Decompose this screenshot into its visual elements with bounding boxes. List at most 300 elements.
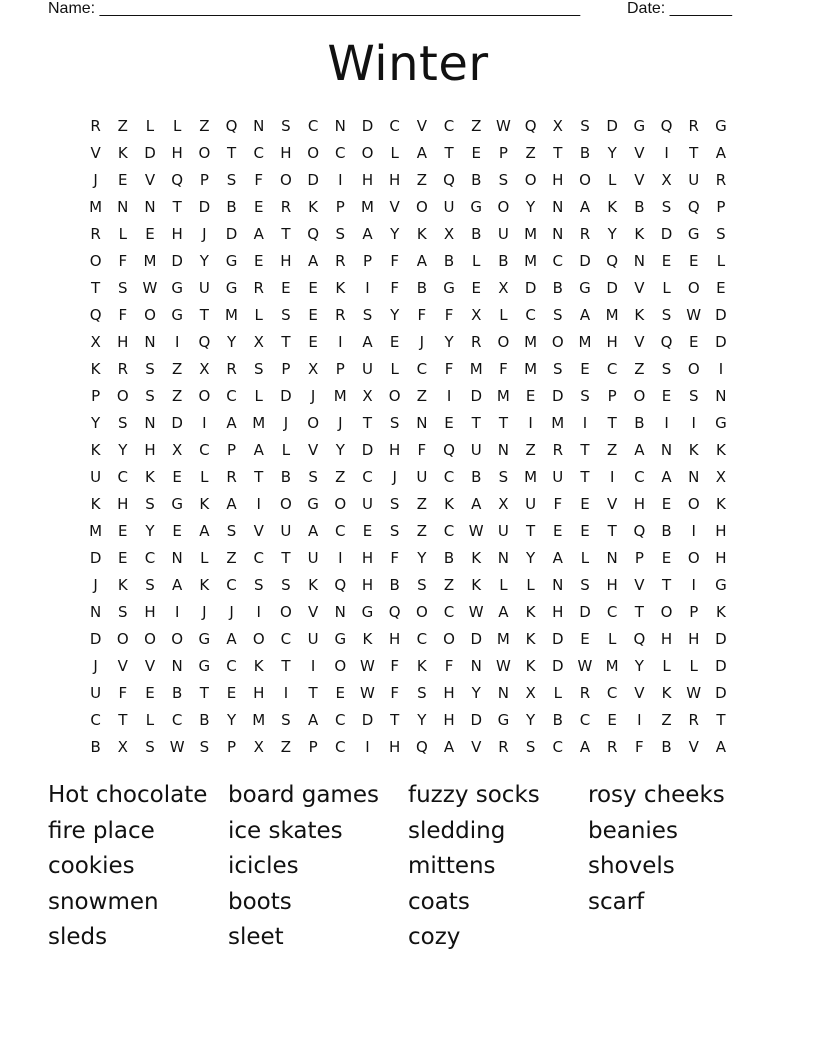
grid-letter: R (335, 306, 346, 324)
grid-letter: R (715, 171, 727, 189)
grid-letter: Y (471, 684, 481, 702)
grid-letter: P (335, 360, 345, 378)
grid-letter: F (417, 306, 427, 324)
grid-letter: M (252, 711, 266, 729)
grid-letter: Z (607, 441, 618, 459)
grid-letter: G (633, 117, 646, 135)
grid-letter: U (497, 522, 509, 540)
grid-letter: R (335, 252, 346, 270)
grid-letter: T (199, 306, 209, 324)
grid-letter: C (552, 738, 564, 756)
grid-letter: D (579, 603, 591, 621)
grid-letter: O (415, 198, 428, 216)
grid-letter: V (144, 171, 156, 189)
grid-letter: P (607, 387, 617, 405)
grid-letter: C (525, 306, 536, 324)
grid-letter: U (307, 549, 319, 567)
grid-letter: X (117, 738, 128, 756)
grid-letter: F (390, 549, 399, 567)
grid-row (82, 734, 735, 761)
word-list-item: mittens (408, 853, 496, 880)
grid-letter: T (580, 468, 590, 486)
grid-letter: L (689, 657, 698, 675)
grid-letter: Q (633, 522, 646, 540)
word-list-item: sleds (48, 924, 108, 951)
grid-letter: W (686, 684, 702, 702)
grid-letter: V (634, 333, 645, 351)
grid-row (82, 302, 735, 329)
grid-letter: P (498, 144, 508, 162)
grid-letter: H (633, 495, 645, 513)
grid-letter: L (580, 549, 590, 567)
grid-row (82, 410, 735, 437)
grid-letter: O (361, 144, 374, 162)
grid-letter: B (443, 252, 455, 270)
grid-letter: T (444, 144, 454, 162)
grid-letter: H (389, 738, 401, 756)
grid-row (82, 167, 735, 194)
grid-letter: O (307, 144, 319, 162)
grid-letter: Z (416, 522, 427, 540)
grid-letter: E (661, 549, 672, 567)
grid-letter: H (443, 711, 455, 729)
grid-letter: D (171, 414, 183, 432)
grid-letter: R (606, 738, 618, 756)
grid-letter: I (202, 414, 207, 432)
word-list-item: icicles (228, 853, 299, 880)
word-list-item: shovels (588, 853, 675, 880)
grid-letter: B (389, 576, 400, 594)
grid-letter: U (90, 684, 102, 702)
grid-row (82, 194, 735, 221)
grid-letter: G (225, 279, 238, 297)
grid-letter: B (90, 738, 101, 756)
word-list-item: snowmen (48, 888, 159, 915)
grid-letter: A (661, 468, 672, 486)
grid-letter: E (444, 414, 454, 432)
grid-letter: Z (525, 144, 536, 162)
grid-letter: F (444, 360, 454, 378)
grid-letter: E (661, 495, 672, 513)
word-list-item: board games (228, 782, 379, 808)
grid-letter: O (579, 171, 591, 189)
grid-letter: K (444, 495, 454, 513)
grid-letter: V (634, 684, 645, 702)
grid-letter: N (171, 549, 183, 567)
grid-letter: S (498, 171, 509, 189)
grid-letter: G (715, 576, 727, 594)
grid-letter: I (365, 279, 370, 297)
grid-letter: R (253, 279, 264, 297)
grid-letter: C (443, 603, 455, 621)
grid-letter: P (227, 441, 237, 459)
grid-letter: Z (443, 576, 455, 594)
grid-row (82, 221, 735, 248)
grid-letter: I (691, 414, 696, 432)
grid-letter: D (144, 144, 156, 162)
grid-letter: T (526, 522, 536, 540)
grid-row (82, 275, 735, 302)
grid-letter: I (283, 684, 289, 702)
grid-letter: L (499, 306, 508, 324)
grid-letter: O (660, 603, 673, 621)
grid-letter: I (664, 144, 669, 162)
grid-letter: L (145, 711, 155, 729)
grid-letter: C (307, 117, 319, 135)
grid-letter: S (253, 360, 264, 378)
page-title: Winter (327, 36, 489, 92)
date-field-label: Date: _______ (627, 0, 732, 17)
grid-letter: C (416, 360, 428, 378)
grid-letter: F (254, 171, 264, 189)
grid-letter: S (145, 387, 155, 405)
grid-letter: D (470, 387, 482, 405)
word-list-item: fuzzy socks (408, 782, 540, 808)
grid-letter: S (226, 171, 237, 189)
grid-letter: Y (226, 711, 237, 729)
grid-letter: C (389, 117, 400, 135)
grid-letter: J (392, 468, 397, 486)
grid-letter: B (552, 711, 563, 729)
grid-letter: S (498, 468, 509, 486)
word-list-item: cookies (48, 853, 135, 880)
grid-letter: B (226, 198, 237, 216)
grid-letter: T (362, 414, 373, 432)
grid-letter: B (661, 522, 672, 540)
grid-letter: I (365, 738, 370, 756)
grid-letter: C (144, 549, 156, 567)
grid-letter: B (552, 279, 563, 297)
grid-letter: N (497, 684, 510, 702)
grid-letter: E (308, 333, 318, 351)
grid-letter: R (579, 684, 591, 702)
grid-letter: T (172, 198, 182, 216)
grid-letter: W (360, 657, 375, 675)
grid-letter: I (691, 576, 696, 594)
grid-letter: F (444, 657, 454, 675)
grid-letter: H (280, 144, 292, 162)
grid-letter: A (253, 225, 264, 243)
grid-letter: G (715, 414, 727, 432)
grid-letter: O (198, 144, 211, 162)
grid-letter: H (171, 225, 183, 243)
grid-letter: D (470, 630, 482, 648)
grid-letter: X (90, 333, 101, 351)
grid-letter: O (144, 630, 156, 648)
grid-letter: I (174, 603, 180, 621)
grid-letter: X (172, 441, 183, 459)
grid-letter: R (117, 360, 128, 378)
grid-letter: H (552, 603, 564, 621)
grid-letter: A (172, 576, 183, 594)
grid-letter: M (524, 252, 538, 270)
grid-letter: N (144, 333, 156, 351)
grid-letter: E (308, 306, 318, 324)
grid-letter: M (469, 360, 483, 378)
grid-letter: E (172, 468, 182, 486)
grid-letter: T (308, 684, 318, 702)
word-list-item: coats (408, 888, 470, 915)
grid-letter: I (446, 387, 452, 405)
grid-letter: O (280, 495, 292, 513)
grid-row (82, 356, 735, 383)
grid-letter: M (360, 198, 374, 216)
grid-letter: Q (660, 333, 673, 351)
grid-letter: K (416, 225, 427, 243)
grid-letter: Q (334, 576, 347, 594)
grid-letter: R (226, 468, 237, 486)
grid-letter: N (660, 441, 673, 459)
grid-letter: G (579, 279, 591, 297)
grid-letter: O (443, 630, 455, 648)
grid-letter: J (93, 171, 98, 189)
grid-letter: G (198, 630, 211, 648)
grid-row (82, 140, 735, 167)
grid-letter: Z (416, 495, 427, 513)
grid-letter: Y (199, 252, 209, 270)
grid-row (82, 599, 735, 626)
grid-letter: K (661, 684, 672, 702)
grid-letter: Y (91, 414, 101, 432)
grid-letter: K (90, 495, 101, 513)
grid-letter: L (390, 144, 399, 162)
grid-letter: I (637, 711, 642, 729)
grid-letter: C (606, 684, 618, 702)
grid-letter: D (606, 279, 618, 297)
grid-row (82, 572, 735, 599)
grid-letter: H (443, 684, 455, 702)
grid-letter: C (226, 387, 237, 405)
grid-letter: L (499, 576, 508, 594)
grid-letter: T (607, 414, 617, 432)
grid-letter: A (579, 738, 591, 756)
grid-letter: M (143, 252, 157, 270)
grid-letter: S (525, 738, 536, 756)
grid-letter: D (89, 630, 102, 648)
grid-letter: Q (388, 603, 401, 621)
grid-letter: N (253, 117, 265, 135)
grid-letter: H (389, 630, 401, 648)
grid-letter: R (688, 711, 699, 729)
grid-letter: L (200, 549, 209, 567)
grid-letter: B (471, 468, 482, 486)
grid-letter: J (338, 414, 343, 432)
grid-letter: T (118, 711, 128, 729)
grid-letter: X (253, 738, 264, 756)
grid-letter: O (388, 387, 401, 405)
grid-letter: H (688, 630, 700, 648)
grid-letter: E (580, 495, 590, 513)
grid-letter: H (144, 441, 156, 459)
grid-letter: L (200, 468, 209, 486)
grid-letter: Z (226, 549, 237, 567)
grid-letter: C (443, 117, 455, 135)
grid-letter: N (688, 468, 700, 486)
grid-letter: P (634, 549, 644, 567)
grid-letter: H (253, 684, 265, 702)
grid-letter: H (144, 603, 156, 621)
grid-letter: B (471, 225, 482, 243)
grid-letter: D (361, 117, 374, 135)
grid-letter: M (333, 387, 347, 405)
grid-letter: A (443, 738, 455, 756)
grid-letter: N (715, 387, 727, 405)
grid-letter: I (582, 414, 588, 432)
grid-letter: B (443, 549, 455, 567)
grid-letter: R (90, 117, 101, 135)
grid-letter: K (90, 441, 101, 459)
grid-letter: O (633, 387, 646, 405)
grid-letter: M (605, 657, 619, 675)
grid-letter: C (226, 576, 237, 594)
grid-letter: X (525, 684, 536, 702)
grid-letter: J (93, 657, 98, 675)
grid-letter: G (361, 603, 374, 621)
grid-letter: S (118, 414, 128, 432)
grid-letter: W (142, 279, 158, 297)
grid-letter: S (281, 117, 291, 135)
grid-letter: S (281, 711, 291, 729)
grid-letter: P (281, 360, 291, 378)
grid-letter: A (471, 495, 482, 513)
grid-letter: Q (443, 171, 455, 189)
grid-letter: Y (390, 306, 400, 324)
grid-letter: D (579, 252, 591, 270)
grid-letter: X (498, 279, 509, 297)
grid-letter: U (198, 279, 210, 297)
grid-letter: N (633, 252, 645, 270)
grid-letter: U (416, 468, 428, 486)
grid-letter: T (199, 684, 209, 702)
grid-letter: E (716, 279, 726, 297)
grid-letter: P (227, 738, 237, 756)
grid-letter: N (416, 414, 428, 432)
grid-letter: C (606, 603, 618, 621)
grid-letter: G (715, 117, 727, 135)
grid-letter: C (335, 522, 346, 540)
grid-letter: R (579, 225, 591, 243)
grid-letter: C (606, 360, 618, 378)
grid-letter: Q (225, 117, 238, 135)
grid-letter: Z (634, 360, 645, 378)
grid-letter: H (361, 549, 374, 567)
grid-letter: D (361, 441, 374, 459)
grid-letter: S (553, 360, 563, 378)
grid-letter: E (118, 171, 128, 189)
grid-letter: Z (280, 738, 292, 756)
grid-letter: V (117, 657, 128, 675)
grid-letter: A (715, 144, 727, 162)
grid-letter: Y (417, 711, 427, 729)
grid-letter: F (118, 306, 128, 324)
grid-letter: T (607, 522, 617, 540)
grid-letter: I (609, 468, 615, 486)
grid-letter: K (525, 603, 536, 621)
grid-letter: C (226, 657, 237, 675)
grid-letter: C (416, 630, 428, 648)
grid-letter: F (444, 306, 454, 324)
grid-letter: U (443, 198, 455, 216)
grid-letter: O (144, 306, 156, 324)
grid-letter: N (334, 117, 346, 135)
grid-letter: A (579, 198, 591, 216)
grid-letter: Y (607, 144, 617, 162)
grid-letter: J (93, 576, 98, 594)
grid-letter: E (580, 522, 590, 540)
grid-letter: E (253, 252, 264, 270)
grid-letter: R (688, 117, 699, 135)
grid-letter: V (253, 522, 264, 540)
grid-letter: M (524, 333, 538, 351)
grid-letter: H (117, 495, 129, 513)
grid-letter: L (254, 306, 263, 324)
grid-letter: T (281, 333, 291, 351)
grid-letter: L (390, 360, 399, 378)
grid-letter: J (202, 603, 207, 621)
grid-letter: R (280, 198, 292, 216)
grid-letter: N (552, 198, 564, 216)
grid-letter: S (281, 306, 291, 324)
grid-letter: V (416, 117, 427, 135)
grid-letter: O (252, 630, 265, 648)
grid-letter: J (283, 414, 289, 432)
grid-letter: E (362, 522, 373, 540)
grid-letter: M (524, 225, 538, 243)
grid-letter: O (497, 198, 510, 216)
word-list-item: boots (228, 888, 292, 915)
grid-letter: Z (416, 171, 427, 189)
grid-letter: H (715, 549, 727, 567)
grid-letter: A (362, 333, 373, 351)
grid-letter: G (198, 657, 211, 675)
grid-letter: F (390, 252, 399, 270)
grid-letter: F (499, 360, 508, 378)
grid-letter: P (91, 387, 101, 405)
grid-letter: T (716, 711, 726, 729)
grid-letter: T (254, 468, 264, 486)
grid-letter: E (471, 144, 481, 162)
grid-letter: K (145, 468, 155, 486)
grid-letter: I (664, 414, 669, 432)
grid-letter: E (389, 333, 400, 351)
grid-letter: D (171, 252, 183, 270)
grid-letter: T (91, 279, 101, 297)
grid-letter: E (580, 360, 590, 378)
grid-letter: M (89, 198, 103, 216)
grid-letter: Y (390, 225, 400, 243)
grid-letter: B (661, 738, 672, 756)
grid-letter: A (634, 441, 645, 459)
grid-letter: N (470, 657, 482, 675)
grid-letter: M (496, 630, 510, 648)
grid-letter: B (416, 279, 427, 297)
grid-letter: R (90, 225, 101, 243)
grid-row (82, 626, 735, 653)
grid-letter: B (634, 414, 645, 432)
grid-letter: S (688, 387, 699, 405)
grid-letter: W (468, 603, 484, 621)
grid-letter: B (199, 711, 210, 729)
grid-letter: U (497, 225, 509, 243)
grid-letter: T (471, 414, 481, 432)
grid-letter: N (497, 441, 510, 459)
grid-letter: C (90, 711, 101, 729)
grid-letter: C (579, 711, 591, 729)
grid-letter: Q (687, 198, 700, 216)
grid-letter: K (117, 576, 128, 594)
grid-letter: Q (633, 630, 646, 648)
grid-letter: A (226, 495, 237, 513)
